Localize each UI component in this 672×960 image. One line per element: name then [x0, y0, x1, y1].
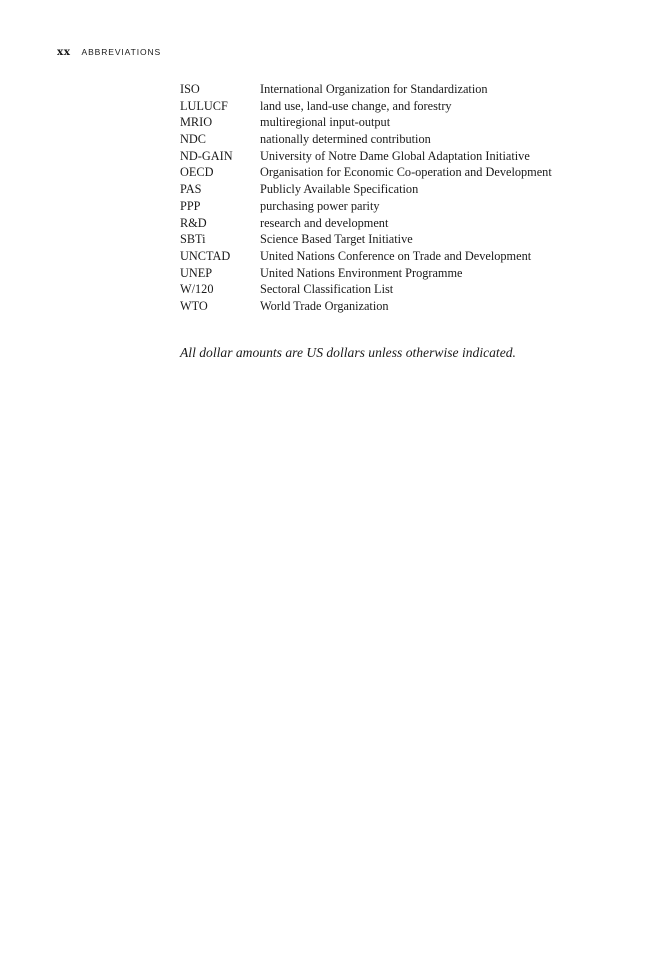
abbreviation-row: [180, 265, 552, 282]
abbreviation-row: [180, 98, 552, 115]
abbreviation-definition: United Nations Conference on Trade and Development: [260, 248, 532, 263]
abbreviation-definition: purchasing power parity: [260, 198, 380, 213]
abbreviation-definition: nationally determined contribution: [260, 132, 431, 147]
abbreviation-row: [180, 248, 552, 265]
abbreviation-definition: University of Notre Dame Global Adaptation Initiative: [260, 148, 530, 163]
abbreviation-row: [180, 131, 552, 148]
abbreviation-row: [180, 198, 552, 215]
abbreviation-term: W/120: [180, 282, 214, 297]
running-head: [57, 46, 161, 58]
abbreviation-definition: Organisation for Economic Co-operation and Development: [260, 165, 552, 180]
abbreviation-term: ISO: [180, 82, 200, 96]
abbreviation-row: [180, 298, 552, 315]
abbreviation-definition: multiregional input-output: [260, 115, 391, 130]
abbreviation-row: [180, 164, 552, 181]
abbreviation-row: [180, 114, 552, 131]
abbreviation-definition: Science Based Target Initiative: [260, 232, 413, 247]
abbreviation-term: R&D: [180, 215, 207, 230]
abbreviation-term: ND-GAIN: [180, 148, 233, 163]
page-number: xx: [57, 46, 71, 58]
abbreviation-row: [180, 81, 552, 98]
abbreviation-definition: land use, land-use change, and forestry: [260, 98, 452, 113]
abbreviation-row: [180, 231, 552, 248]
abbreviation-term: NDC: [180, 132, 206, 147]
abbreviation-term: OECD: [180, 165, 214, 180]
abbreviation-term: UNEP: [180, 265, 213, 280]
abbreviation-term: SBTi: [180, 232, 206, 247]
abbreviation-definition: research and development: [260, 215, 389, 230]
currency-note: All dollar amounts are US dollars unless otherwise indicated.: [180, 345, 516, 360]
abbreviation-definition: United Nations Environment Programme: [260, 265, 463, 280]
abbreviation-definition: Sectoral Classification List: [260, 282, 394, 297]
section-title: ABBREVIATIONS: [81, 47, 162, 57]
abbreviation-term: MRIO: [180, 115, 213, 130]
abbreviation-row: [180, 148, 552, 165]
abbreviation-row: [180, 181, 552, 198]
abbreviation-list: [180, 81, 552, 315]
abbreviation-term: LULUCF: [180, 98, 228, 113]
abbreviation-row: [180, 215, 552, 232]
abbreviation-definition: International Organization for Standardization: [260, 82, 488, 96]
abbreviation-term: WTO: [180, 298, 208, 313]
abbreviation-term: PPP: [180, 198, 201, 213]
abbreviation-term: PAS: [180, 182, 202, 197]
abbreviation-term: UNCTAD: [180, 248, 231, 263]
abbreviation-definition: World Trade Organization: [260, 298, 389, 313]
abbreviation-row: [180, 281, 552, 298]
abbreviation-definition: Publicly Available Specification: [260, 182, 419, 197]
